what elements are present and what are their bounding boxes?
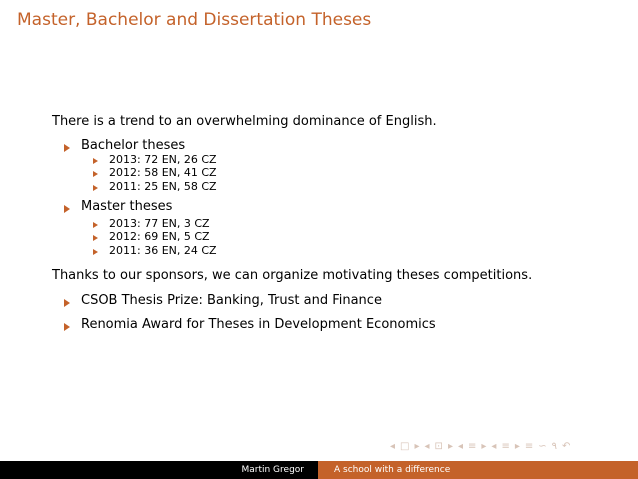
nav-section-icon[interactable]: ≡ — [501, 440, 510, 452]
nav-document-icon[interactable]: ≡ — [524, 440, 534, 452]
nav-prev-subsection-icon[interactable]: ◂ — [457, 440, 463, 452]
bullet-icon — [93, 185, 98, 191]
nav-frame-icon[interactable]: □ — [400, 440, 410, 452]
nav-undo-icon[interactable]: ↶ — [562, 440, 571, 452]
intro-text: There is a trend to an overwhelming dominance of English. — [52, 114, 437, 129]
nav-prev-slide-icon[interactable]: ◂ — [424, 440, 430, 452]
bullet-icon — [64, 299, 70, 307]
nav-subsection-icon[interactable]: ≡ — [468, 440, 477, 452]
slide-footer — [0, 461, 638, 479]
nav-next-subsection-icon[interactable]: ▸ — [481, 440, 487, 452]
bullet-icon — [93, 171, 98, 177]
bullet-icon — [64, 323, 70, 331]
master-item-2011: 2011: 36 EN, 24 CZ — [109, 244, 217, 257]
master-item-2012: 2012: 69 EN, 5 CZ — [109, 230, 210, 243]
master-label: Master theses — [81, 199, 173, 214]
bullet-icon — [64, 205, 70, 213]
nav-search-icon[interactable]: ۹ — [551, 440, 558, 452]
slide-title: Master, Bachelor and Dissertation Theses — [17, 10, 372, 30]
prize-renomia: Renomia Award for Theses in Development Economics — [81, 317, 436, 332]
bullet-icon — [93, 222, 98, 228]
prize-csob: CSOB Thesis Prize: Banking, Trust and Finance — [81, 293, 382, 308]
bullet-icon — [93, 249, 98, 255]
nav-back-icon[interactable]: ∽ — [538, 440, 547, 452]
bachelor-item-2011: 2011: 25 EN, 58 CZ — [109, 180, 217, 193]
nav-slide-icon[interactable]: ⊡ — [434, 440, 443, 452]
footer-author: Martin Gregor — [0, 461, 318, 479]
nav-prev-section-icon[interactable]: ◂ — [491, 440, 497, 452]
master-item-2013: 2013: 77 EN, 3 CZ — [109, 217, 210, 230]
bullet-icon — [93, 235, 98, 241]
bachelor-item-2013: 2013: 72 EN, 26 CZ — [109, 153, 217, 166]
bachelor-label: Bachelor theses — [81, 138, 186, 153]
beamer-navigation — [390, 437, 628, 455]
bullet-icon — [64, 144, 70, 152]
footer-tagline: A school with a difference — [318, 461, 638, 479]
nav-next-section-icon[interactable]: ▸ — [514, 440, 520, 452]
bachelor-item-2012: 2012: 58 EN, 41 CZ — [109, 166, 217, 179]
nav-next-slide-icon[interactable]: ▸ — [447, 440, 453, 452]
bullet-icon — [93, 158, 98, 164]
nav-next-frame-icon[interactable]: ▸ — [414, 440, 420, 452]
nav-prev-frame-icon[interactable]: ◂ — [390, 440, 396, 452]
sponsors-intro: Thanks to our sponsors, we can organize motivating theses competitions. — [52, 268, 533, 283]
